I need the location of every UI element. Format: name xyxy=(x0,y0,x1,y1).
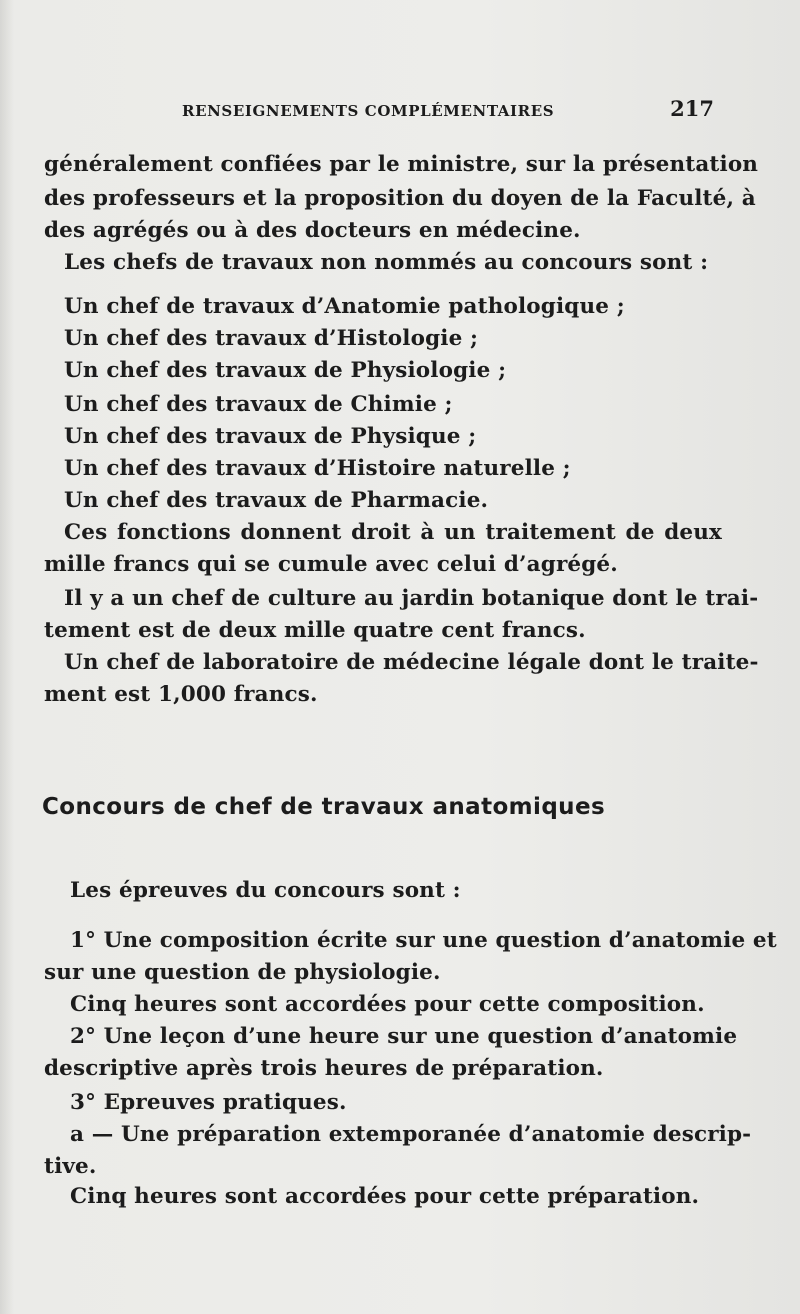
text-line: sur une question de physiologie. xyxy=(44,960,441,985)
text-line: Un chef de laboratoire de médecine légale dont le traite- xyxy=(64,650,759,675)
running-title: RENSEIGNEMENTS COMPLÉMENTAIRES xyxy=(182,102,555,120)
text-line: mille francs qui se cumule avec celui d’agrégé. xyxy=(44,552,618,577)
text-line: descriptive après trois heures de préparation. xyxy=(44,1056,604,1081)
text-line: généralement confiées par le ministre, sur la présentation xyxy=(44,152,759,177)
text-line: Ces fonctions donnent droit à un traitement de deux xyxy=(64,520,722,545)
list-item: Un chef des travaux de Chimie ; xyxy=(64,392,453,417)
text-line: tement est de deux mille quatre cent francs. xyxy=(44,618,586,643)
text-line: a — Une préparation extemporanée d’anatomie descrip- xyxy=(70,1122,752,1147)
list-item: Un chef des travaux d’Histologie ; xyxy=(64,326,479,351)
text-line: tive. xyxy=(44,1154,97,1179)
text-line: 2° Une leçon d’une heure sur une question d’anatomie xyxy=(70,1024,738,1049)
text-line: 1° Une composition écrite sur une question d’anatomie et xyxy=(70,928,777,953)
text-line: Il y a un chef de culture au jardin botanique dont le trai- xyxy=(64,586,759,611)
text-line: Cinq heures sont accordées pour cette préparation. xyxy=(70,1184,700,1209)
list-item: Un chef des travaux d’Histoire naturelle ; xyxy=(64,456,571,481)
list-item: Un chef de travaux d’Anatomie pathologique ; xyxy=(64,294,625,319)
text-line: ment est 1,000 francs. xyxy=(44,682,318,707)
section-heading: Concours de chef de travaux anatomiques xyxy=(42,794,606,820)
list-item: Un chef des travaux de Physique ; xyxy=(64,424,477,449)
text-line: Les épreuves du concours sont : xyxy=(70,878,461,903)
text-line: des professeurs et la proposition du doyen de la Faculté, à xyxy=(44,186,756,211)
text-line: Les chefs de travaux non nommés au concours sont : xyxy=(64,250,709,275)
text-line: 3° Epreuves pratiques. xyxy=(70,1090,347,1115)
text-line: des agrégés ou à des docteurs en médecine. xyxy=(44,218,581,243)
page-number: 217 xyxy=(670,96,714,121)
list-item: Un chef des travaux de Physiologie ; xyxy=(64,358,507,383)
text-line: Cinq heures sont accordées pour cette composition. xyxy=(70,992,705,1017)
page-header xyxy=(182,96,714,121)
list-item: Un chef des travaux de Pharmacie. xyxy=(64,488,489,513)
